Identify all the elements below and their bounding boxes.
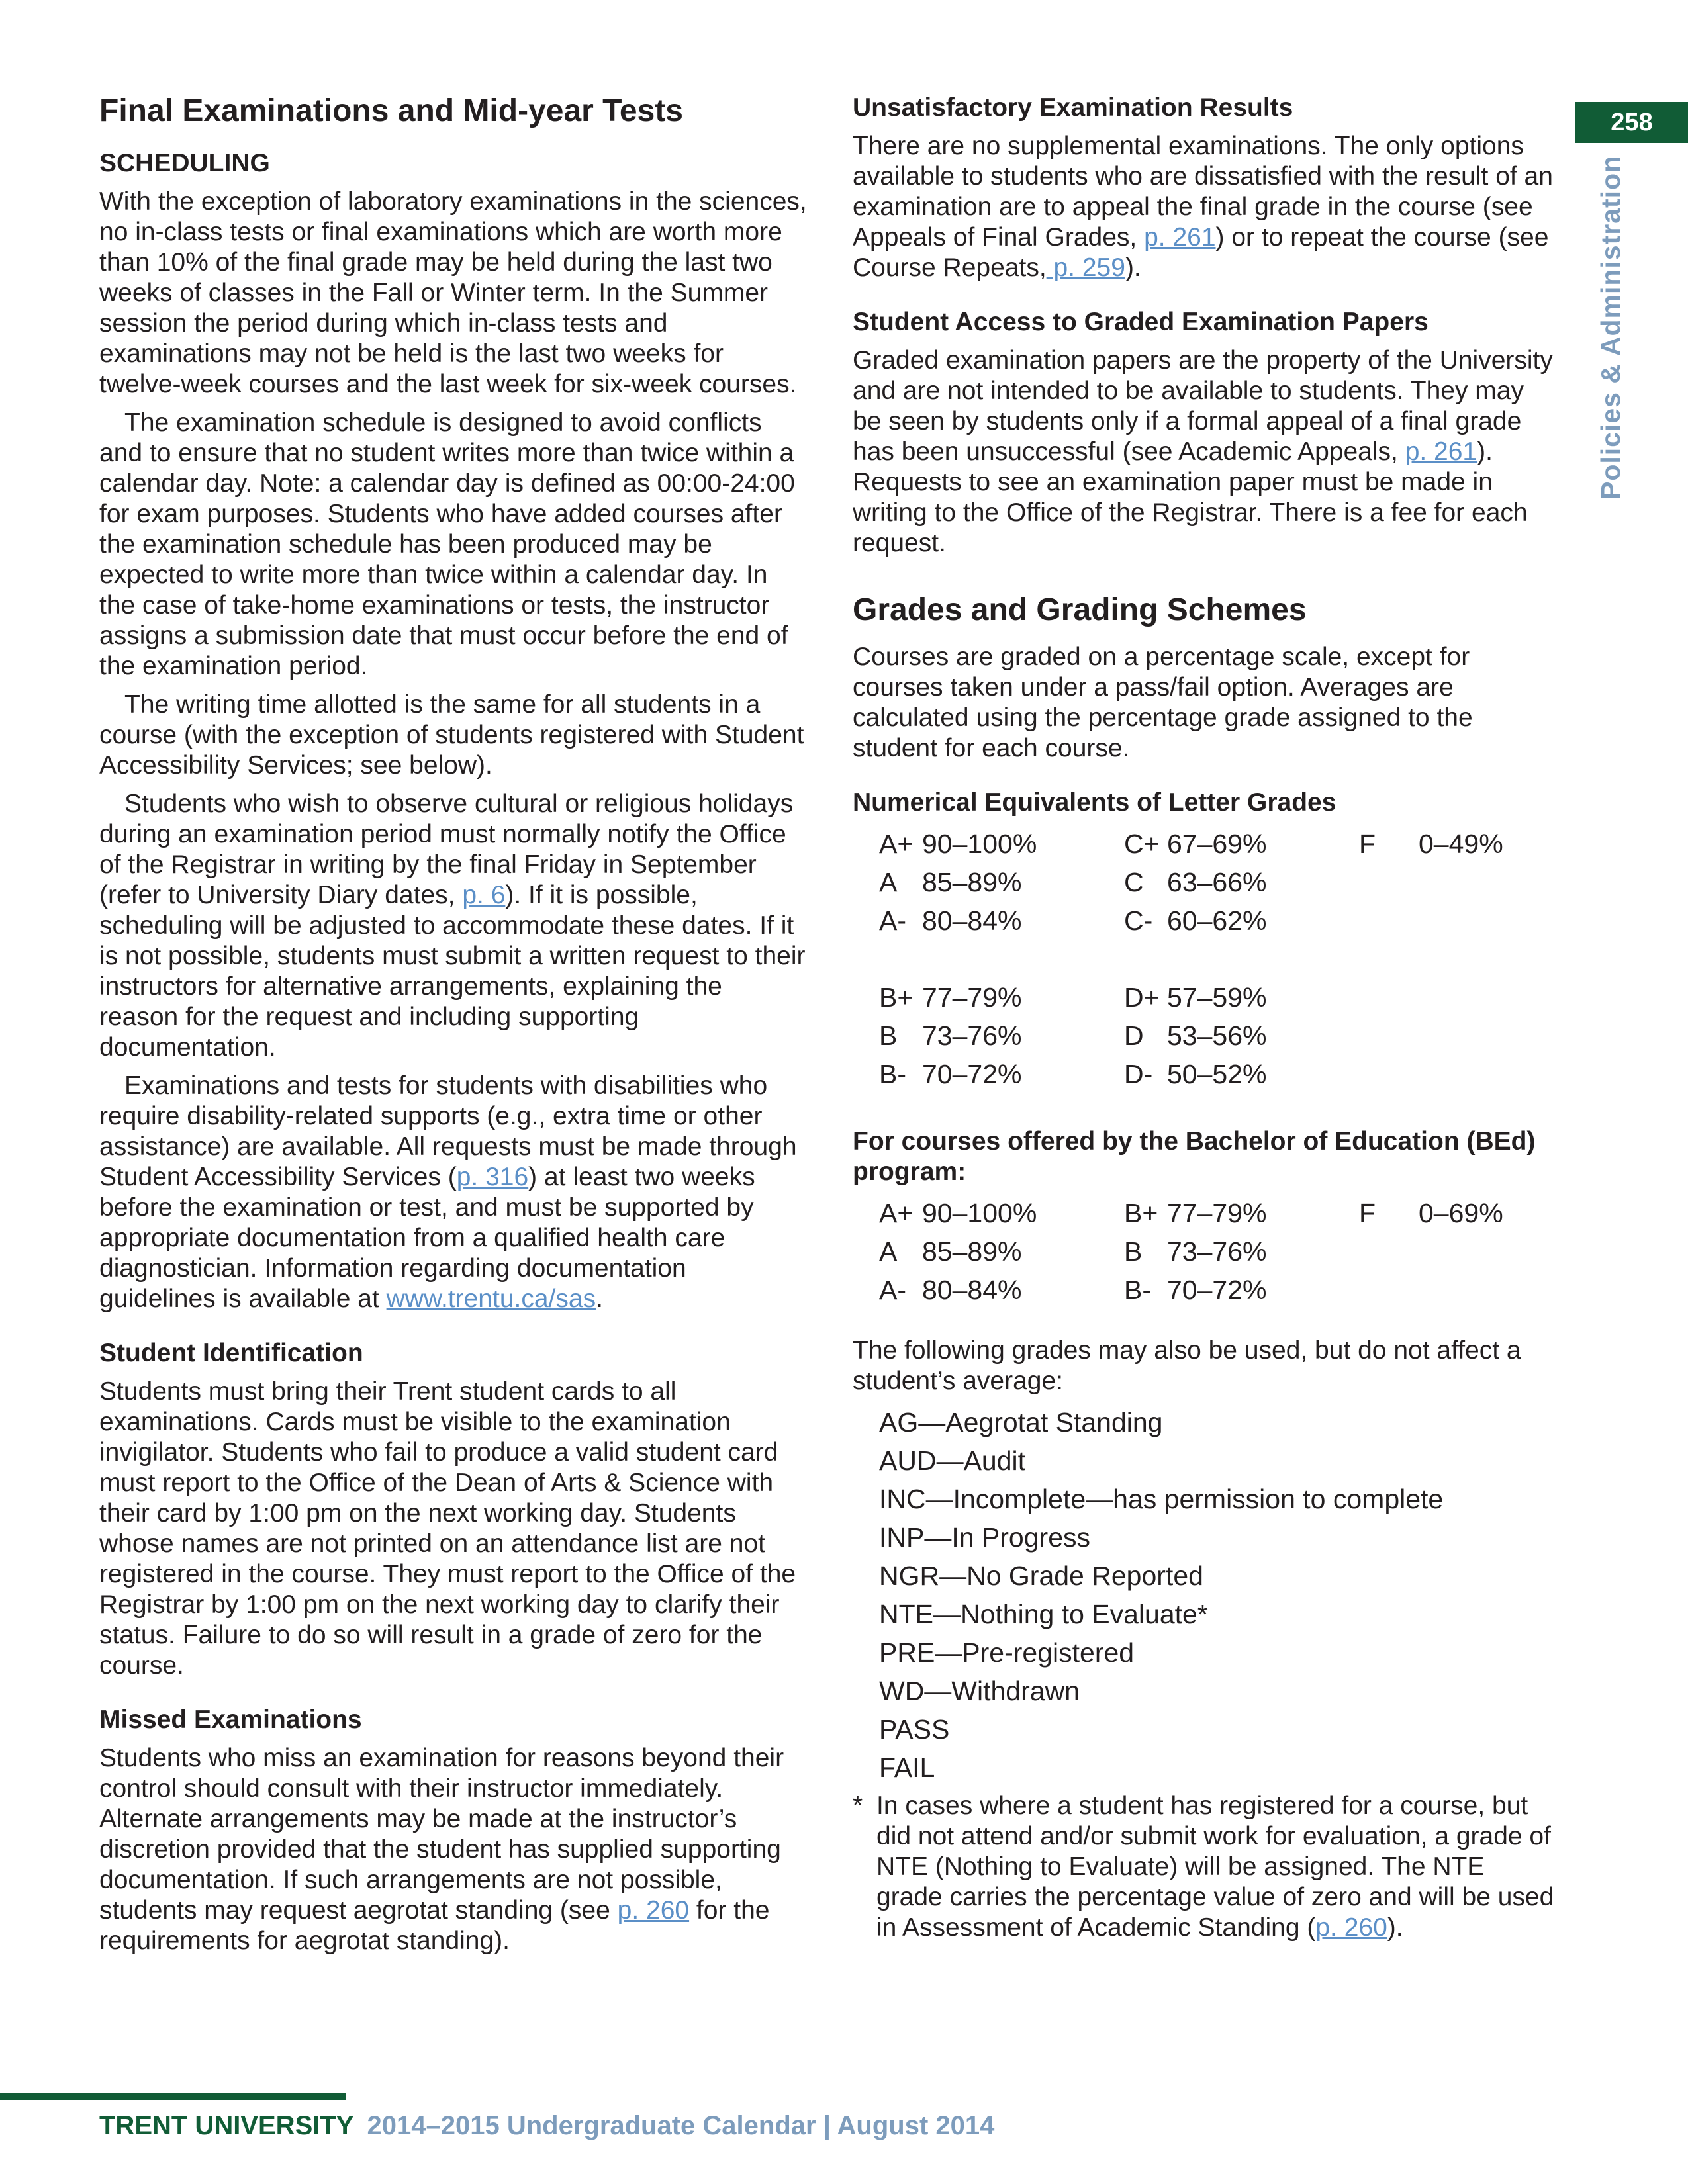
list-item: WD—Withdrawn bbox=[879, 1676, 1080, 1706]
scheduling-paragraph-2: The examination schedule is designed to avoid conflicts and to ensure that no student writes more than twice within a calendar day. Note: a calendar day is defined as 00:00-24:00 for exam purposes. Students who have added courses after the examination schedule has been produced may be expected to write more than twice within a calendar day. In the case of take-home examinations or tests, the instructor assigns a submission date that must occur before the end of the examination period. bbox=[99, 408, 795, 680]
list-item: INC—Incomplete—has permission to complete bbox=[879, 1484, 1444, 1514]
section-title-final-exams: Final Examinations and Mid-year Tests bbox=[99, 93, 683, 128]
grade-range: 70–72% bbox=[922, 1059, 1022, 1089]
grade-row bbox=[879, 1271, 1554, 1309]
grade-letter: F bbox=[1359, 1198, 1376, 1228]
grade-letter: D+ bbox=[1124, 982, 1160, 1013]
grade-range: 53–56% bbox=[1167, 1021, 1267, 1051]
grade-range: 77–79% bbox=[922, 982, 1022, 1013]
grade-range: 80–84% bbox=[922, 905, 1022, 936]
grades-paragraph: Courses are graded on a percentage scale, except for courses taken under a pass/fail option. Averages are calculated using the percentage grade assigned to the student for each course. bbox=[853, 643, 1473, 762]
link-p261-academic-appeals[interactable]: p. 261 bbox=[1405, 437, 1477, 466]
list-item: AG—Aegrotat Standing bbox=[879, 1407, 1163, 1437]
other-grades-list bbox=[879, 1403, 1554, 1787]
section-title-grades: Grades and Grading Schemes bbox=[853, 592, 1307, 627]
left-column bbox=[99, 93, 808, 1956]
unsatisfactory-results-paragraph: There are no supplemental examinations. The only options available to students who are dissatisfied with the result of an examination are to appeal the final grade in the course (see Appeals of Final Grades, p. 261) or to repeat the course (see Course Repeats, p. 259). bbox=[853, 132, 1553, 282]
grade-range: 0–69% bbox=[1419, 1198, 1503, 1228]
link-p6[interactable]: p. 6 bbox=[462, 881, 506, 909]
grade-range: 80–84% bbox=[922, 1275, 1022, 1305]
heading-student-identification: Student Identification bbox=[99, 1339, 363, 1367]
grade-range: 73–76% bbox=[1167, 1236, 1267, 1267]
grade-row bbox=[879, 825, 1554, 863]
list-item: NTE—Nothing to Evaluate* bbox=[879, 1599, 1208, 1629]
footnote-marker: * bbox=[853, 1792, 863, 1820]
grade-letter: B bbox=[879, 1021, 898, 1051]
link-p261-appeals[interactable]: p. 261 bbox=[1144, 223, 1216, 251]
heading-numerical-equivalents: Numerical Equivalents of Letter Grades bbox=[853, 788, 1336, 817]
heading-student-access: Student Access to Graded Examination Papers bbox=[853, 308, 1429, 336]
grade-row bbox=[879, 1232, 1554, 1271]
grade-letter: D- bbox=[1124, 1059, 1153, 1089]
grade-range: 60–62% bbox=[1167, 905, 1267, 936]
grade-row bbox=[879, 978, 1554, 1017]
grade-letter: A+ bbox=[879, 1198, 914, 1228]
grade-range: 63–66% bbox=[1167, 867, 1267, 897]
page-number-tab: 258 bbox=[1575, 102, 1688, 143]
heading-missed-examinations: Missed Examinations bbox=[99, 1706, 362, 1734]
scheduling-paragraph-5: Examinations and tests for students with disabilities who require disability-related supports (e.g., extra time or other assistance) are available. All requests must be made through Student Accessibility Services (p. 316) at least two weeks before the examination or test, and must be supported by appropriate documentation from a qualified health care diagnostician. Information regarding documentation guidelines is available at www.trentu.ca/sas. bbox=[99, 1071, 797, 1313]
nte-footnote: * In cases where a student has registered for a course, but did not attend and/or submit work for evaluation, a grade of NTE (Nothing to Evaluate) will be assigned. The NTE grade carries the percentage value of zero and will be used in Assessment of Academic Standing (p. 260). bbox=[853, 1792, 1554, 1942]
grade-letter: C bbox=[1124, 867, 1144, 897]
footer-calendar: 2014–2015 Undergraduate Calendar | August 2014 bbox=[367, 2111, 995, 2140]
student-identification-paragraph: Students must bring their Trent student cards to all examinations. Cards must be visible to the examination invigilator. Students who fail to produce a valid student card must report to the Office of the Dean of Arts & Science with their card by 1:00 pm on the next working day. Students whose names are not printed on an attendance list are not registered in the course. They must report to the Office of the Registrar by 1:00 pm on the next working day to clarify their status. Failure to do so will result in a grade of zero for the course. bbox=[99, 1377, 796, 1680]
scheduling-paragraph-4: Students who wish to observe cultural or religious holidays during an examination period must normally notify the Office of the Registrar in writing by the final Friday in September (refer to University Diary dates, p. 6). If it is possible, scheduling will be adjusted to accommodate these dates. If it is not possible, students must submit a written request to their instructors for alternative arrangements, explaining the reason for the request and including supporting documentation. bbox=[99, 790, 806, 1062]
scheduling-paragraph-3: The writing time allotted is the same for all students in a course (with the exception of students registered with Student Accessibility Services; see below). bbox=[99, 690, 804, 780]
footer-rule bbox=[0, 2093, 346, 2100]
list-item: INP—In Progress bbox=[879, 1522, 1090, 1553]
footer-university: TRENT UNIVERSITY bbox=[99, 2111, 354, 2140]
link-sas-website[interactable]: www.trentu.ca/sas bbox=[386, 1285, 596, 1313]
grade-row bbox=[879, 863, 1554, 901]
grade-letter: B bbox=[1124, 1236, 1143, 1267]
grade-letter: B+ bbox=[1124, 1198, 1158, 1228]
list-item: NGR—No Grade Reported bbox=[879, 1561, 1203, 1591]
grade-row bbox=[879, 901, 1554, 940]
grade-row bbox=[879, 1055, 1554, 1093]
grade-range: 90–100% bbox=[922, 1198, 1037, 1228]
grade-letter: F bbox=[1359, 829, 1376, 859]
link-p260-academic-standing[interactable]: p. 260 bbox=[1315, 1913, 1387, 1942]
grade-range: 57–59% bbox=[1167, 982, 1267, 1013]
grade-letter: A+ bbox=[879, 829, 914, 859]
link-p316[interactable]: p. 316 bbox=[456, 1163, 529, 1191]
grade-range: 67–69% bbox=[1167, 829, 1267, 859]
missed-examinations-paragraph: Students who miss an examination for reasons beyond their control should consult with their instructor immediately. Alternate arrangements may be made at the instructor’s discretion provided that the student has supplied supporting documentation. If such arrangements are not possible, students may request aegrotat standing (see p. 260 for the requirements for aegrotat standing). bbox=[99, 1744, 784, 1955]
grade-range: 50–52% bbox=[1167, 1059, 1267, 1089]
grade-range: 77–79% bbox=[1167, 1198, 1267, 1228]
grade-range: 85–89% bbox=[922, 867, 1022, 897]
grade-letter: A- bbox=[879, 905, 906, 936]
link-p260-aegrotat[interactable]: p. 260 bbox=[617, 1896, 690, 1925]
heading-bed-program: For courses offered by the Bachelor of Education (BEd) program: bbox=[853, 1127, 1536, 1186]
letter-grade-table bbox=[879, 825, 1554, 1093]
grade-range: 70–72% bbox=[1167, 1275, 1267, 1305]
grade-letter: C+ bbox=[1124, 829, 1160, 859]
other-grades-intro: The following grades may also be used, but do not affect a student’s average: bbox=[853, 1336, 1521, 1395]
heading-scheduling: SCHEDULING bbox=[99, 149, 270, 177]
page-footer bbox=[99, 2111, 994, 2141]
grade-letter: A bbox=[879, 867, 898, 897]
grade-range: 0–49% bbox=[1419, 829, 1503, 859]
grade-row bbox=[879, 1017, 1554, 1055]
grade-letter: B- bbox=[1124, 1275, 1151, 1305]
grade-letter: C- bbox=[1124, 905, 1153, 936]
student-access-paragraph: Graded examination papers are the property of the University and are not intended to be available to students. They may be seen by students only if a formal appeal of a final grade has been unsuccessful (see Academic Appeals, p. 261). Requests to see an examination paper must be made in writing to the Office of the Registrar. There is a fee for each request. bbox=[853, 346, 1553, 557]
grade-letter: D bbox=[1124, 1021, 1144, 1051]
grade-row bbox=[879, 1194, 1554, 1232]
grade-letter: B+ bbox=[879, 982, 914, 1013]
scheduling-paragraph-1: With the exception of laboratory examinations in the sciences, no in-class tests or final examinations which are worth more than 10% of the final grade may be held during the last two weeks of classes in the Fall or Winter term. In the Summer session the period during which in-class tests and examinations may not be held is the last two weeks for twelve-week courses and the last week for six-week courses. bbox=[99, 187, 807, 398]
list-item: AUD—Audit bbox=[879, 1445, 1026, 1476]
grade-letter: B- bbox=[879, 1059, 906, 1089]
grade-letter: A- bbox=[879, 1275, 906, 1305]
grade-range: 85–89% bbox=[922, 1236, 1022, 1267]
list-item: PASS bbox=[879, 1714, 950, 1745]
list-item: FAIL bbox=[879, 1752, 935, 1783]
right-column bbox=[853, 93, 1554, 1943]
grade-range: 90–100% bbox=[922, 829, 1037, 859]
heading-unsatisfactory-results: Unsatisfactory Examination Results bbox=[853, 93, 1293, 122]
grade-letter: A bbox=[879, 1236, 898, 1267]
bed-grade-table bbox=[879, 1194, 1554, 1309]
link-p259-repeats[interactable]: p. 259 bbox=[1046, 253, 1125, 282]
section-side-label: Policies & Administration bbox=[1595, 155, 1626, 500]
list-item: PRE—Pre-registered bbox=[879, 1637, 1135, 1668]
grade-range: 73–76% bbox=[922, 1021, 1022, 1051]
